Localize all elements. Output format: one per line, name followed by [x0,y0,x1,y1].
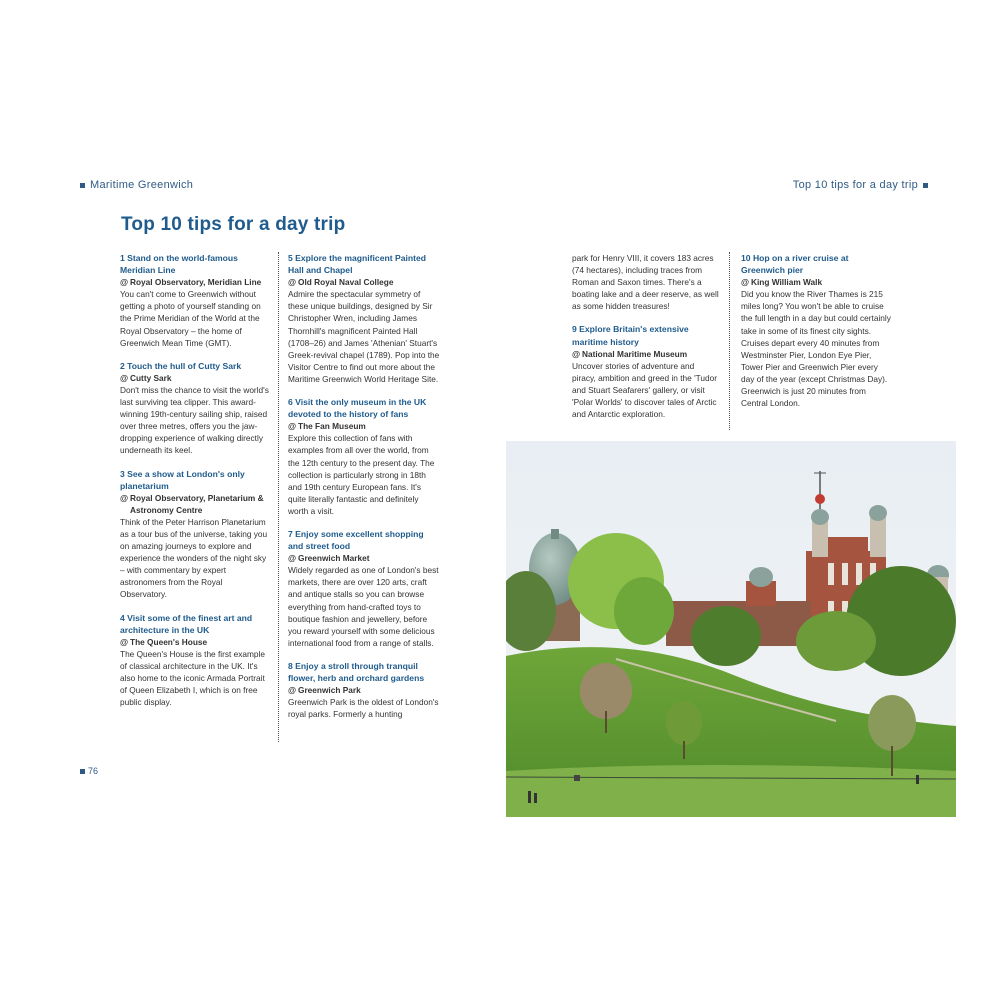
tip-body: Greenwich Park is the oldest of London's royal parks. Formerly a hunting [288,697,439,720]
tip-body: Explore this collection of fans with examples from all over the world, from the 12th century to the present day. The collection is particularly strong in 18th and 19th century European fans. It's quite literally fantastic and definitely worth a visit. [288,433,435,516]
royal-observatory-photo [506,441,956,817]
running-head-right-text: Top 10 tips for a day trip [792,179,918,191]
tip-title: 4 Visit some of the finest art and architecture in the UK [120,612,253,635]
tip-title: 6 Visit the only museum in the UK devoted to the history of fans [288,397,427,420]
tip-body: Did you know the River Thames is 215 miles long? You won't be able to cruise the full length in a day but could certainly take in some of its finest city sights. Cruises depart every 40 minutes from Westminster Pier, London Eye Pier, Tower Pier and Greenwich Pier every day of the year (except Christmas Day). Greenwich is just 20 minutes from Central London. [741,289,891,409]
tip-8-continued: park for Henry VIII, it covers 183 acres (74 hectares), including traces from Roman and Saxon times. There's a boating lake and a deer reserve, as well as some hidden treasures! [572,253,719,312]
tips-column-3 [572,252,720,431]
tip-title: 7 Enjoy some excellent shopping and street food [288,528,424,552]
tip-10 [741,252,891,409]
column-divider [278,252,279,742]
page-title: Top 10 tips for a day trip [121,214,346,235]
tip-location: @ The Fan Museum [288,420,440,432]
square-bullet-icon [80,769,85,774]
column-divider [729,252,730,430]
running-head-left-text: Maritime Greenwich [90,179,194,191]
tip-7 [288,528,440,649]
tip-location: @ Greenwich Park [288,684,440,696]
tip-4 [120,612,270,709]
tip-title: 10 Hop on a river cruise at Greenwich pier [741,253,849,276]
tip-8 [288,660,440,720]
tip-location: @ Old Royal Naval College [288,276,440,288]
tip-3 [120,468,270,601]
tip-body: You can't come to Greenwich without getting a photo of yourself standing on the Prime Meridian of the World at the Royal Observatory – the home of Greenwich Mean Time (GMT). [120,289,261,348]
tip-location: @ King William Walk [741,276,891,288]
tips-column-1 [120,252,270,719]
tip-location: @ Cutty Sark [120,372,270,384]
tip-body: Widely regarded as one of London's best markets, there are over 120 arts, craft and antique stalls so you can browse everything from hand-crafted toys to boutique fashion and jewellery, before you reward yourself with some delicious international food from a range of stalls. [288,565,439,648]
tip-body: Uncover stories of adventure and piracy, ambition and greed in the 'Tudor and Stuart Seafarers' gallery, or visit 'Polar Worlds' to discover tales of Arctic and Antarctic exploration. [572,360,718,420]
running-head-right [793,179,928,191]
tip-title: 1 Stand on the world-famous Meridian Line [120,253,238,276]
tip-body: The Queen's House is the first example of classical architecture in the UK. It's also home to the iconic Armada Portrait of Queen Elizabeth I, which is on free public display. [120,648,266,708]
tip-body: Think of the Peter Harrison Planetarium as a tour bus of the universe, taking you on amazing journeys to explore and experience the wonders of the night sky – with commentary by expert astronomers from the Royal Observatory. [120,516,268,600]
tip-title: 5 Explore the magnificent Painted Hall and Chapel [288,253,427,276]
tip-title: 8 Enjoy a stroll through tranquil flower, herb and orchard gardens [288,660,425,683]
square-bullet-icon [923,183,928,188]
page-number [80,766,98,776]
tip-location: @ The Queen's House [120,636,270,648]
tips-column-2 [288,252,440,731]
tip-location: @ National Maritime Museum [572,348,720,360]
tip-location: @ Greenwich Market [288,552,440,564]
tip-title: 3 See a show at London's only planetarium [120,468,245,491]
tip-title: 2 Touch the hull of Cutty Sark [120,360,242,371]
tip-5 [288,252,440,385]
tips-column-4 [741,252,891,420]
tip-6 [288,396,440,517]
tip-1 [120,252,270,349]
square-bullet-icon [80,183,85,188]
tip-9 [572,323,720,420]
tip-title: 9 Explore Britain's extensive maritime history [572,324,689,347]
page-number-text: 76 [88,766,99,776]
running-head-left [80,179,193,191]
tip-location: @ Royal Observatory, Planetarium & Astronomy Centre [120,492,270,516]
tip-location: @ Royal Observatory, Meridian Line [120,276,270,288]
tip-2 [120,360,270,457]
tip-body: Admire the spectacular symmetry of these unique buildings, designed by Sir Christopher Wren, including James Thornhill's magnificent Painted Hall (1708–26) and James 'Athenian' Stuart's Greek-revival chapel (1789). Pop into the Visitor Centre to find out more about the Maritime Greenwich World Heritage Site. [288,289,440,384]
tip-body: Don't miss the chance to visit the world's last surviving tea clipper. This award-winning 19th-century sailing ship, raised over three metres, offers you the jaw-dropping experience of walking directly underneath its keel. [120,384,269,456]
